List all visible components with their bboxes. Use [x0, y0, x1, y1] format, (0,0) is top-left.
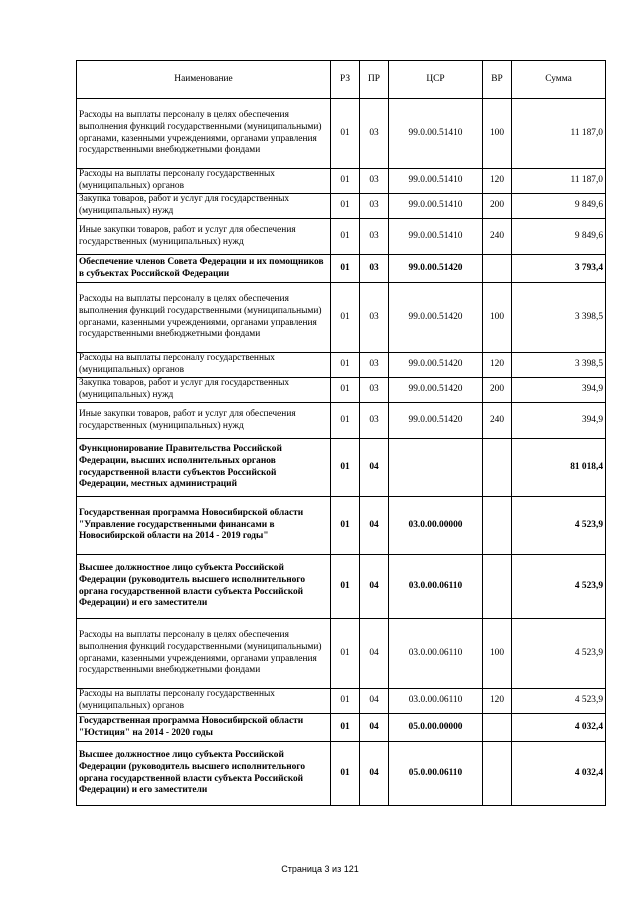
cell-name: Иные закупки товаров, работ и услуг для обеспечения государственных (муниципальных) нужд: [77, 403, 331, 439]
cell-rz: 01: [331, 353, 360, 378]
table-row: [77, 403, 606, 439]
cell-name: Обеспечение членов Совета Федерации и их помощников в субъектах Российской Федерации: [77, 255, 331, 283]
cell-csr: 99.0.00.51420: [389, 255, 483, 283]
cell-sum: 4 032,4: [512, 742, 606, 806]
cell-name: Функционирование Правительства Российской Федерации, высших исполнительных органов государственной власти субъектов Российской Федерации, местных администраций: [77, 439, 331, 497]
cell-vr: 240: [483, 403, 512, 439]
table-row: [77, 439, 606, 497]
cell-sum: 3 398,5: [512, 283, 606, 353]
table-row: [77, 378, 606, 403]
cell-rz: 01: [331, 742, 360, 806]
table-row: [77, 169, 606, 194]
cell-vr: [483, 742, 512, 806]
table-body: [77, 99, 606, 806]
cell-sum: 11 187,0: [512, 99, 606, 169]
cell-name: Иные закупки товаров, работ и услуг для обеспечения государственных (муниципальных) нужд: [77, 219, 331, 255]
cell-sum: 9 849,6: [512, 219, 606, 255]
cell-pr: 04: [360, 439, 389, 497]
cell-vr: 120: [483, 689, 512, 714]
page-number: Страница 3 из 121: [281, 864, 359, 874]
cell-csr: [389, 439, 483, 497]
cell-vr: 200: [483, 194, 512, 219]
cell-name: Расходы на выплаты персоналу в целях обеспечения выполнения функций государственными (муниципальными) органами, казенными учреждениями, органами управления государственными внебюджетными фондами: [77, 619, 331, 689]
cell-rz: 01: [331, 439, 360, 497]
cell-pr: 04: [360, 619, 389, 689]
cell-csr: 99.0.00.51420: [389, 353, 483, 378]
cell-sum: 4 523,9: [512, 689, 606, 714]
cell-sum: 4 523,9: [512, 497, 606, 555]
cell-rz: 01: [331, 378, 360, 403]
cell-sum: 11 187,0: [512, 169, 606, 194]
cell-rz: 01: [331, 219, 360, 255]
cell-csr: 03.0.00.06110: [389, 555, 483, 619]
table-row: [77, 689, 606, 714]
cell-csr: 05.0.00.06110: [389, 742, 483, 806]
cell-csr: 03.0.00.06110: [389, 689, 483, 714]
cell-pr: 03: [360, 378, 389, 403]
cell-name: Расходы на выплаты персоналу в целях обеспечения выполнения функций государственными (муниципальными) органами, казенными учреждениями, органами управления государственными внебюджетными фондами: [77, 283, 331, 353]
cell-pr: 03: [360, 99, 389, 169]
table-row: [77, 714, 606, 742]
cell-rz: 01: [331, 619, 360, 689]
cell-rz: 01: [331, 714, 360, 742]
cell-rz: 01: [331, 194, 360, 219]
cell-sum: 3 793,4: [512, 255, 606, 283]
cell-pr: 04: [360, 714, 389, 742]
cell-vr: 120: [483, 353, 512, 378]
cell-csr: 99.0.00.51410: [389, 194, 483, 219]
cell-sum: 4 523,9: [512, 555, 606, 619]
cell-rz: 01: [331, 689, 360, 714]
cell-sum: 3 398,5: [512, 353, 606, 378]
cell-vr: [483, 497, 512, 555]
cell-sum: 394,9: [512, 378, 606, 403]
cell-sum: 4 032,4: [512, 714, 606, 742]
cell-vr: [483, 255, 512, 283]
cell-name: Расходы на выплаты персоналу государственных (муниципальных) органов: [77, 169, 331, 194]
header-vr: ВР: [483, 61, 512, 99]
table-row: [77, 283, 606, 353]
cell-csr: 03.0.00.00000: [389, 497, 483, 555]
cell-rz: 01: [331, 255, 360, 283]
table-row: [77, 497, 606, 555]
cell-vr: 120: [483, 169, 512, 194]
cell-pr: 03: [360, 353, 389, 378]
cell-sum: 4 523,9: [512, 619, 606, 689]
cell-csr: 99.0.00.51420: [389, 378, 483, 403]
cell-pr: 03: [360, 169, 389, 194]
cell-name: Высшее должностное лицо субъекта Российской Федерации (руководитель высшего исполнительного органа государственной власти субъекта Российской Федерации) и его заместители: [77, 742, 331, 806]
table-row: [77, 99, 606, 169]
cell-csr: 03.0.00.06110: [389, 619, 483, 689]
cell-rz: 01: [331, 99, 360, 169]
table-row: [77, 219, 606, 255]
cell-pr: 03: [360, 283, 389, 353]
cell-pr: 04: [360, 742, 389, 806]
cell-vr: 200: [483, 378, 512, 403]
cell-pr: 03: [360, 403, 389, 439]
cell-name: Расходы на выплаты персоналу в целях обеспечения выполнения функций государственными (муниципальными) органами, казенными учреждениями, органами управления государственными внебюджетными фондами: [77, 99, 331, 169]
header-sum: Сумма: [512, 61, 606, 99]
cell-vr: 100: [483, 99, 512, 169]
cell-csr: 99.0.00.51420: [389, 403, 483, 439]
cell-rz: 01: [331, 283, 360, 353]
table-row: [77, 353, 606, 378]
header-name: Наименование: [77, 61, 331, 99]
cell-csr: 99.0.00.51420: [389, 283, 483, 353]
table-row: [77, 255, 606, 283]
cell-pr: 03: [360, 219, 389, 255]
cell-rz: 01: [331, 497, 360, 555]
cell-name: Закупка товаров, работ и услуг для государственных (муниципальных) нужд: [77, 194, 331, 219]
table-row: [77, 194, 606, 219]
header-pr: ПР: [360, 61, 389, 99]
header-row: [77, 61, 606, 99]
cell-sum: 9 849,6: [512, 194, 606, 219]
table-row: [77, 619, 606, 689]
header-csr: ЦСР: [389, 61, 483, 99]
budget-table: [76, 60, 606, 806]
cell-vr: [483, 439, 512, 497]
cell-sum: 81 018,4: [512, 439, 606, 497]
cell-pr: 03: [360, 194, 389, 219]
header-rz: РЗ: [331, 61, 360, 99]
cell-name: Закупка товаров, работ и услуг для государственных (муниципальных) нужд: [77, 378, 331, 403]
cell-csr: 99.0.00.51410: [389, 219, 483, 255]
cell-name: Высшее должностное лицо субъекта Российской Федерации (руководитель высшего исполнительного органа государственной власти субъекта Российской Федерации) и его заместители: [77, 555, 331, 619]
table-row: [77, 555, 606, 619]
cell-name: Государственная программа Новосибирской области "Юстиция" на 2014 - 2020 годы: [77, 714, 331, 742]
cell-vr: 100: [483, 619, 512, 689]
cell-rz: 01: [331, 555, 360, 619]
cell-sum: 394,9: [512, 403, 606, 439]
cell-rz: 01: [331, 169, 360, 194]
cell-name: Государственная программа Новосибирской области "Управление государственными финансами в Новосибирской области на 2014 - 2019 годы": [77, 497, 331, 555]
cell-name: Расходы на выплаты персоналу государственных (муниципальных) органов: [77, 353, 331, 378]
cell-pr: 04: [360, 689, 389, 714]
cell-name: Расходы на выплаты персоналу государственных (муниципальных) органов: [77, 689, 331, 714]
cell-csr: 05.0.00.00000: [389, 714, 483, 742]
cell-csr: 99.0.00.51410: [389, 99, 483, 169]
cell-pr: 04: [360, 497, 389, 555]
cell-vr: 240: [483, 219, 512, 255]
cell-csr: 99.0.00.51410: [389, 169, 483, 194]
cell-pr: 04: [360, 555, 389, 619]
cell-rz: 01: [331, 403, 360, 439]
cell-vr: 100: [483, 283, 512, 353]
table-row: [77, 742, 606, 806]
cell-pr: 03: [360, 255, 389, 283]
cell-vr: [483, 714, 512, 742]
cell-vr: [483, 555, 512, 619]
